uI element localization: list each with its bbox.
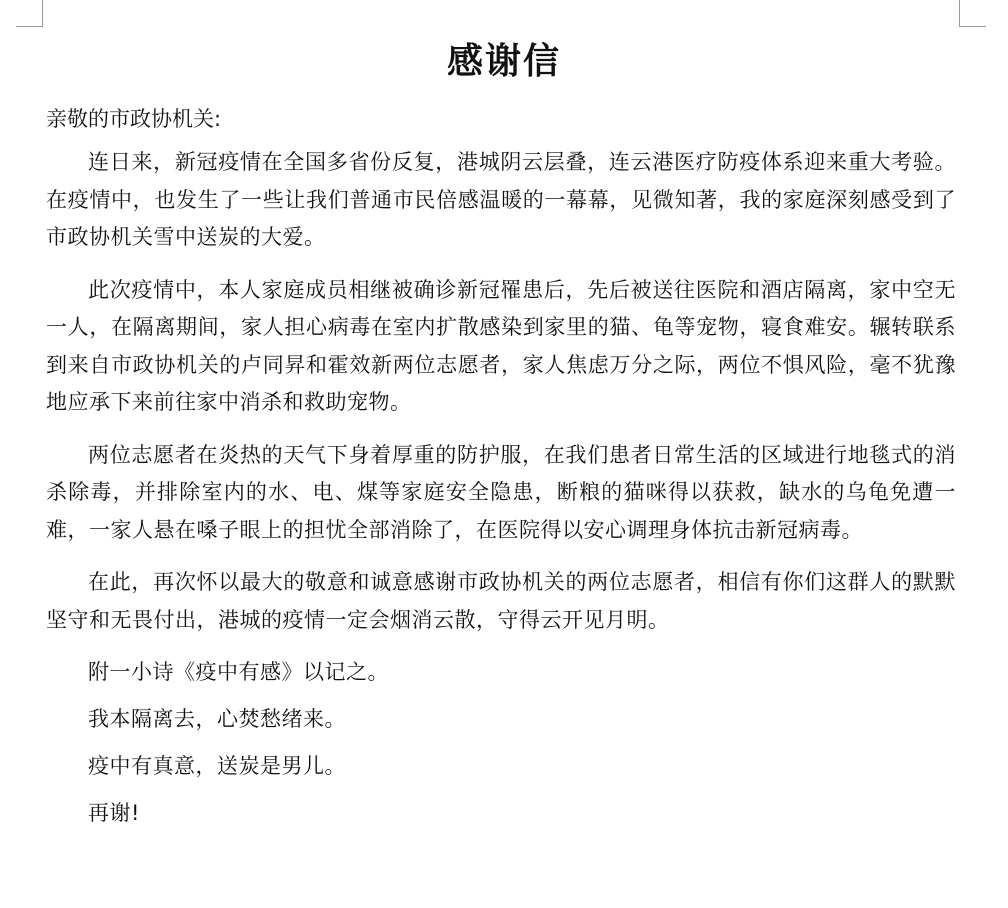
letter-greeting: 亲敬的市政协机关: (46, 107, 222, 131)
closing-line: 再谢! (88, 801, 140, 825)
paragraph-2: 此次疫情中，本人家庭成员相继被确诊新冠罹患后，先后被送往医院和酒店隔离，家中空无一人，在隔离期间，家人担心病毒在室内扩散感染到家里的猫、龟等宠物，寝食难安。辗转联系到来自市政协机关的卢同昇和霍效新两位志愿者，家人焦虑万分之际，两位不惧风险，毫不犹豫地应承下来前往家中消杀和救助宠物。 (46, 277, 956, 414)
letter-title: 感谢信 (446, 41, 561, 82)
poem-line-1: 我本隔离去，心焚愁绪来。 (88, 707, 346, 731)
poem-intro: 附一小诗《疫中有感》以记之。 (88, 660, 389, 684)
letter-body (46, 144, 956, 842)
poem-line-2: 疫中有真意，送炭是男儿。 (88, 754, 346, 778)
crop-mark-top-left (16, 0, 43, 27)
paragraph-1: 连日来，新冠疫情在全国多省份反复，港城阴云层叠，连云港医疗防疫体系迎来重大考验。在疫情中，也发生了一些让我们普通市民倍感温暖的一幕幕，见微知著，我的家庭深刻感受到了市政协机关雪中送炭的大爱。 (46, 150, 956, 249)
crop-mark-top-right (959, 0, 986, 27)
paragraph-3: 两位志愿者在炎热的天气下身着厚重的防护服，在我们患者日常生活的区域进行地毯式的消杀除毒，并排除室内的水、电、煤等家庭安全隐患，断粮的猫咪得以获救，缺水的乌龟免遭一难，一家人悬在嗓子眼上的担忧全部消除了，在医院得以安心调理身体抗击新冠病毒。 (46, 442, 956, 542)
paragraph-4: 在此，再次怀以最大的敬意和诚意感谢市政协机关的两位志愿者，相信有你们这群人的默默坚守和无畏付出，港城的疫情一定会烟消云散，守得云开见月明。 (46, 570, 956, 632)
